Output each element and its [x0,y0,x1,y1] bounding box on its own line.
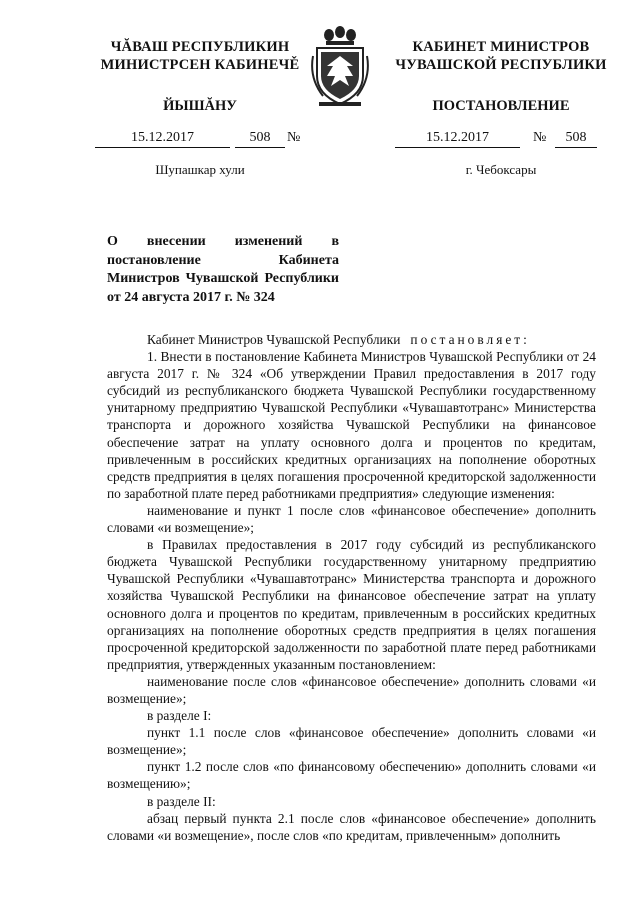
body-paragraph: пункт 1.2 после слов «по финансовому обеспечению» дополнить словами «и возмещению»; [107,759,596,792]
header-left [95,38,305,74]
date-right: 15.12.2017 [395,130,520,148]
number-right: 508 [555,130,597,148]
doc-type-left: ЙЫШĂНУ [163,98,237,114]
document-body [107,331,596,844]
number-left: 508 [235,130,285,148]
doc-type-right: ПОСТАНОВЛЕНИЕ [432,98,570,114]
number-sign-right: № [533,130,547,145]
body-paragraph: абзац первый пункта 2.1 после слов «финансовое обеспечение» дополнить словами «и возмещение», после слов «по кредитам, привлеченным» дополнить [107,810,596,843]
place-right: г. Чебоксары [465,162,537,177]
header-right-line2: ЧУВАШСКОЙ РЕСПУБЛИКИ [395,57,607,73]
intro-verb: постановляет: [410,332,530,347]
date-line-left [95,130,315,148]
number-sign-left: № [287,130,301,145]
body-paragraph: в разделе II: [147,793,216,809]
document-subject: О внесении изменений в постановление Кабинета Министров Чувашской Республики от 24 августа 2017 г. № 324 [107,234,339,305]
header-left-line1: ЧĂВАШ РЕСПУБЛИКИН [110,39,290,55]
body-paragraph: наименование после слов «финансовое обеспечение» дополнить словами «и возмещение»; [107,673,596,706]
body-paragraph: 1. Внести в постановление Кабинета Министров Чувашской Республики от 24 августа 2017 г. № 324 «Об утверждении Правил предоставления в 2017 году субсидий из республиканского бюджета Чувашской Республики государственному унитарному предприятию Чувашской Республики «Чувашавтотранс» Министерства транспорта и дорожного хозяйства Чувашской Республики на финансовое обеспечение затрат на уплату основного долга и процентов по кредитам, привлеченным в российских кредитных организациях на пополнение оборотных средств предприятия в целях погашения просроченной кредиторской задолженности по заработной плате перед работниками предприятия» следующие изменения: [107,349,596,501]
body-paragraph: наименование и пункт 1 после слов «финансовое обеспечение» дополнить словами «и возмещение»; [107,502,596,536]
header-left-line2: МИНИСТРСЕН КАБИНЕЧĚ [100,57,300,73]
date-left: 15.12.2017 [95,130,230,148]
intro-paragraph [107,331,596,348]
header-right [392,38,610,74]
body-paragraph: в Правилах предоставления в 2017 году субсидий из республиканского бюджета Чувашской Республики государственному унитарному предприятию Чувашской Республики «Чувашавтотранс» Министерства транспорта и дорожного хозяйства Чувашской Республики на финансовое обеспечение затрат на уплату основного долга и процентов по кредитам, привлеченным в российских кредитных организациях на пополнение оборотных средств предприятия в целях погашения просроченной кредиторской задолженности по заработной плате перед работниками предприятия, утвержденных указанным постановлением: [107,537,596,672]
place-left: Шупашкар хули [155,162,245,177]
coat-of-arms-icon [309,26,371,110]
date-line-right [395,130,615,148]
intro-prefix: Кабинет Министров Чувашской Республики [147,332,401,347]
header-right-line1: КАБИНЕТ МИНИСТРОВ [412,39,590,55]
body-paragraph: в разделе I: [147,708,212,724]
body-paragraph: пункт 1.1 после слов «финансовое обеспечение» дополнить словами «и возмещение»; [107,725,596,758]
